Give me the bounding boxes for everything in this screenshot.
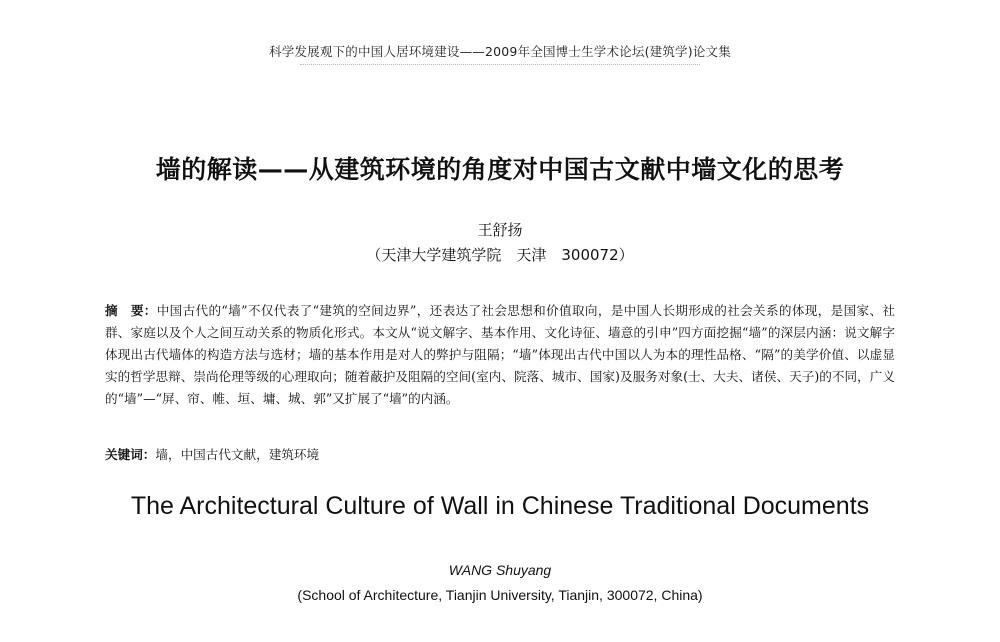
abstract-paragraph — [105, 300, 895, 410]
keywords-text: 墙，中国古代文献，建筑环境 — [155, 447, 320, 462]
abstract-label: 摘 要： — [105, 303, 157, 318]
abstract-text: 中国古代的“墙”不仅代表了“建筑的空间边界”，还表达了社会思想和价值取向，是中国人长期形成的社会关系的体现，是国家、社群、家庭以及个人之间互动关系的物质化形式。本文从“说文解字、基本作用、文化诗征、墙意的引申”四方面挖掘“墙”的深层内涵：说文解字体现出古代墙体的构造方法与选材；墙的基本作用是对人的弊护与阻隔；“墙”体现出古代中国以人为本的理性品格、“隔”的美学价值、以虚显实的哲学思辩、崇尚伦理等级的心理取向；随着蔽护及阻隔的空间(室内、院落、城市、国家)及服务对象(士、大夫、诸侯、天子)的不同，广义的“墙”—“屏、帘、帷、垣、墉、城、郭”又扩展了“墙”的内涵。 — [105, 303, 895, 406]
keywords-line — [105, 444, 895, 466]
affiliation-english: (School of Architecture, Tianjin University, Tianjin, 300072, China) — [297, 587, 703, 603]
running-header: 科学发展观下的中国人居环境建设——2009年全国博士生学术论坛(建筑学)论文集 — [269, 44, 731, 59]
paper-title-chinese: 墙的解读——从建筑环境的角度对中国古文献中墙文化的思考 — [155, 155, 845, 184]
paper-title-english: The Architectural Culture of Wall in Chinese Traditional Documents — [130, 492, 870, 520]
affiliation-chinese: （天津大学建筑学院 天津 300072） — [366, 246, 634, 264]
author-name-english: WANG Shuyang — [448, 562, 552, 578]
author-name-chinese: 王舒扬 — [477, 221, 523, 239]
keywords-label: 关键词： — [105, 447, 156, 462]
header-rule — [300, 64, 700, 65]
